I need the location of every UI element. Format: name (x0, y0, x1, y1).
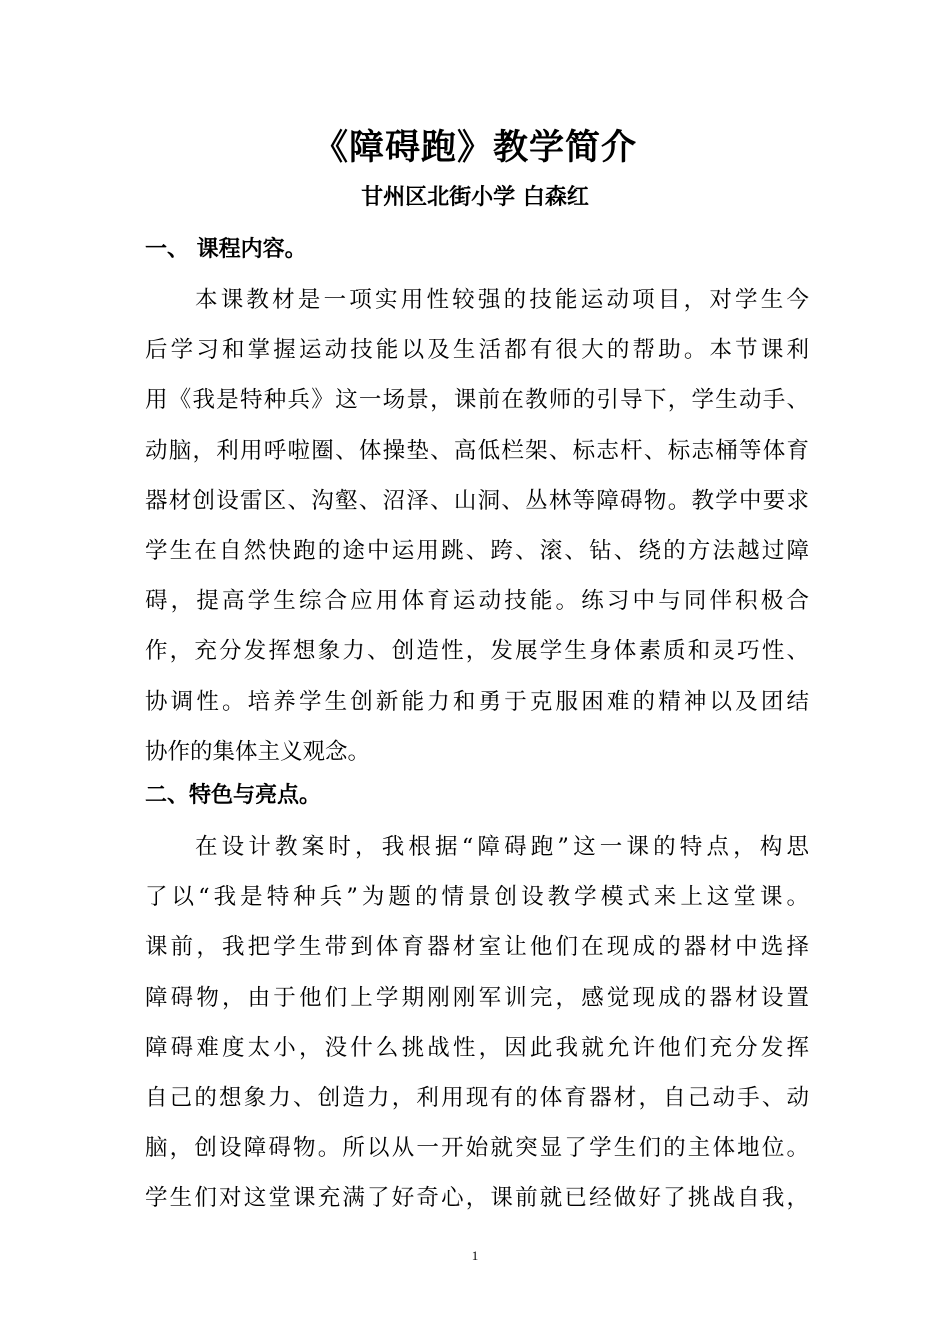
paragraph-line: 后学习和掌握运动技能以及生活都有很大的帮助。本节课利 (145, 337, 809, 364)
paragraph-line: 用《我是特种兵》这一场景，课前在教师的引导下，学生动手、 (145, 387, 809, 414)
section-heading-1: 一、 课程内容。 (145, 237, 307, 262)
paragraph-line: 作，充分发挥想象力、创造性，发展学生身体素质和灵巧性、 (145, 638, 809, 665)
paragraph-line: 学生在自然快跑的途中运用跳、跨、滚、钻、绕的方法越过障 (145, 537, 809, 564)
paragraph-line: 自己的想象力、创造力，利用现有的体育器材，自己动手、动 (145, 1084, 809, 1111)
section-body-2 (145, 822, 809, 1224)
paragraph-line: 学生们对这堂课充满了好奇心，课前就已经做好了挑战自我， (145, 1185, 809, 1212)
paragraph-line: 课前，我把学生带到体育器材室让他们在现成的器材中选择 (145, 934, 809, 961)
paragraph-line: 本课教材是一项实用性较强的技能运动项目，对学生今 (195, 287, 809, 313)
paragraph-line: 障碍物，由于他们上学期刚刚军训完，感觉现成的器材设置 (145, 984, 809, 1011)
paragraph-line: 器材创设雷区、沟壑、沼泽、山洞、丛林等障碍物。教学中要求 (145, 487, 809, 514)
paragraph-line: 碍，提高学生综合应用体育运动技能。练习中与同伴积极合 (145, 588, 809, 615)
paragraph-line: 在设计教案时，我根据“障碍跑”这一课的特点，构思 (195, 834, 809, 860)
paragraph-line: 了以“我是特种兵”为题的情景创设教学模式来上这堂课。 (145, 884, 809, 911)
paragraph-line: 协调性。培养学生创新能力和勇于克服困难的精神以及团结 (145, 688, 809, 715)
paragraph-line: 脑，创设障碍物。所以从一开始就突显了学生们的主体地位。 (145, 1135, 809, 1162)
document-title: 《障碍跑》教学简介 (312, 127, 637, 168)
document-author: 甘州区北街小学 白森红 (361, 185, 589, 210)
section-body-1 (145, 275, 809, 777)
section-heading-2: 二、特色与亮点。 (145, 783, 322, 808)
page-number: 1 (471, 1248, 479, 1263)
paragraph-line: 动脑，利用呼啦圈、体操垫、高低栏架、标志杆、标志桶等体育 (145, 437, 809, 464)
paragraph-line: 障碍难度太小，没什么挑战性，因此我就允许他们充分发挥 (145, 1034, 809, 1061)
paragraph-line: 协作的集体主义观念。 (145, 738, 371, 765)
